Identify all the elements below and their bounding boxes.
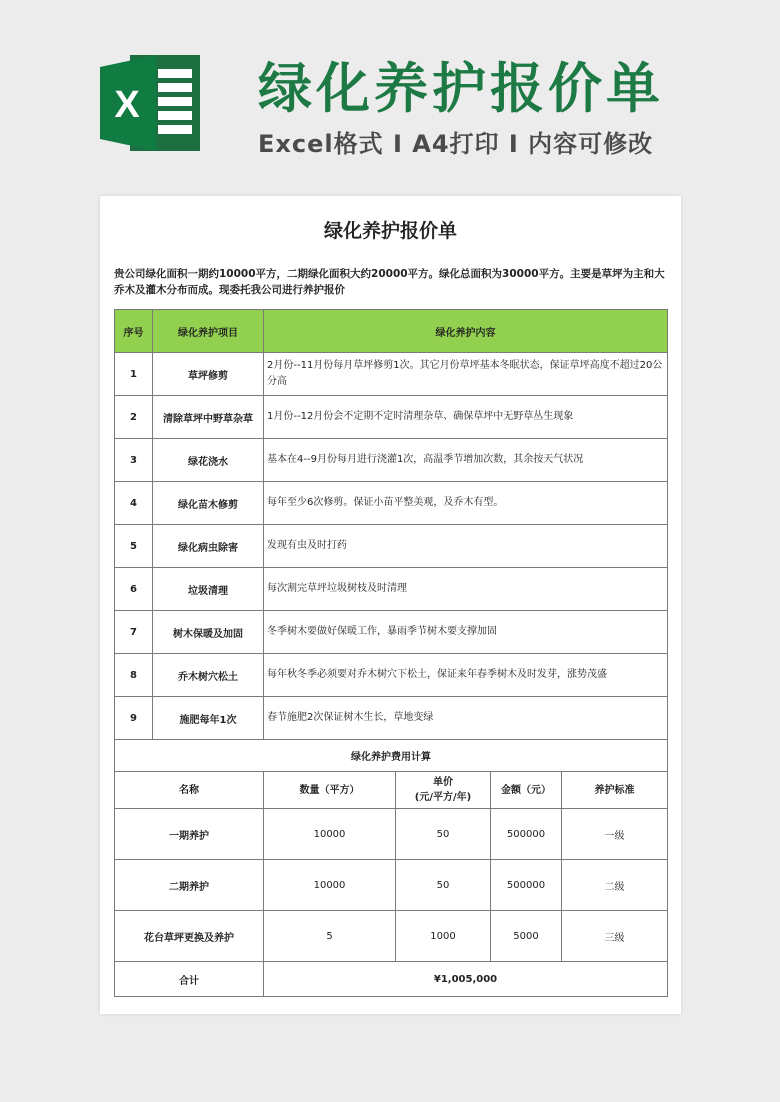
service-item: 绿化病虫除害 (153, 525, 264, 568)
fee-header-price-line2: (元/平方/年) (414, 792, 472, 803)
fee-quantity: 10000 (264, 809, 396, 860)
service-item: 垃圾清理 (153, 568, 264, 611)
service-content: 1月份--12月份会不定期不定时清理杂草、确保草坪中无野草丛生现象 (264, 396, 668, 439)
service-row (115, 482, 668, 525)
fee-amount: 500000 (491, 860, 562, 911)
fee-standard: 一级 (562, 809, 668, 860)
fee-header-name: 名称 (115, 772, 264, 809)
service-item: 草坪修剪 (153, 353, 264, 396)
service-no: 2 (115, 396, 153, 439)
header-item: 绿化养护项目 (153, 310, 264, 353)
service-content: 基本在4--9月份每月进行浇灌1次，高温季节增加次数，其余按天气状况 (264, 439, 668, 482)
service-item: 施肥每年1次 (153, 697, 264, 740)
service-item: 绿化苗木修剪 (153, 482, 264, 525)
fee-header-price-line1: 单价 (433, 777, 453, 788)
service-row (115, 396, 668, 439)
fee-name: 花台草坪更换及养护 (115, 911, 264, 962)
service-item: 清除草坪中野草杂草 (153, 396, 264, 439)
banner-subtitle: Excel格式 I A4打印 I 内容可修改 (258, 130, 654, 158)
fee-amount: 500000 (491, 809, 562, 860)
fee-section-title: 绿化养护费用计算 (115, 740, 668, 772)
service-no: 6 (115, 568, 153, 611)
fee-header-quantity: 数量（平方） (264, 772, 396, 809)
service-row (115, 611, 668, 654)
fee-header-price (396, 772, 491, 809)
service-content: 发现有虫及时打药 (264, 525, 668, 568)
total-value: ¥1,005,000 (264, 962, 668, 997)
document-title: 绿化养护报价单 (323, 220, 457, 242)
service-content: 每年秋冬季必须要对乔木树穴下松土，保证来年春季树木及时发芽，涨势茂盛 (264, 654, 668, 697)
service-row (115, 697, 668, 740)
banner (0, 0, 780, 190)
intro-paragraph: 贵公司绿化面积一期约10000平方，二期绿化面积大约20000平方。绿化总面积为30000平方。主要是草坪为主和大乔木及灌木分布而成。现委托我公司进行养护报价 (114, 268, 665, 296)
total-row (115, 962, 668, 997)
service-no: 4 (115, 482, 153, 525)
fee-header-standard: 养护标准 (562, 772, 668, 809)
fee-quantity: 10000 (264, 860, 396, 911)
fee-price: 50 (396, 860, 491, 911)
fee-section-title-row (115, 740, 668, 772)
fee-name: 二期养护 (115, 860, 264, 911)
fee-row (115, 911, 668, 962)
fee-header-amount: 金额（元） (491, 772, 562, 809)
header-content: 绿化养护内容 (264, 310, 668, 353)
fee-quantity: 5 (264, 911, 396, 962)
service-row (115, 525, 668, 568)
service-content: 2月份--11月份每月草坪修剪1次。其它月份草坪基本冬眠状态，保证草坪高度不超过20公分高 (264, 353, 668, 396)
fee-standard: 三级 (562, 911, 668, 962)
fee-standard: 二级 (562, 860, 668, 911)
banner-title: 绿化养护报价单 (258, 57, 664, 120)
fee-row (115, 809, 668, 860)
service-no: 5 (115, 525, 153, 568)
service-header-row (115, 310, 668, 353)
service-row (115, 654, 668, 697)
excel-logo-letter: X (114, 84, 140, 126)
service-no: 8 (115, 654, 153, 697)
service-content: 春节施肥2次保证树木生长，草地变绿 (264, 697, 668, 740)
fee-amount: 5000 (491, 911, 562, 962)
service-no: 1 (115, 353, 153, 396)
service-item: 树木保暖及加固 (153, 611, 264, 654)
fee-header-row (115, 772, 668, 809)
service-content: 冬季树木要做好保暖工作，暴雨季节树木要支撑加固 (264, 611, 668, 654)
service-content: 每年至少6次修剪。保证小苗平整美观，及乔木有型。 (264, 482, 668, 525)
fee-price: 1000 (396, 911, 491, 962)
service-no: 7 (115, 611, 153, 654)
service-row (115, 568, 668, 611)
fee-name: 一期养护 (115, 809, 264, 860)
service-item: 绿花浇水 (153, 439, 264, 482)
quote-table (114, 309, 668, 997)
header-no: 序号 (115, 310, 153, 353)
excel-logo-icon (100, 55, 200, 151)
service-row (115, 353, 668, 396)
fee-row (115, 860, 668, 911)
service-item: 乔木树穴松土 (153, 654, 264, 697)
fee-price: 50 (396, 809, 491, 860)
service-content: 每次割完草坪垃圾树枝及时清理 (264, 568, 668, 611)
total-label: 合计 (115, 962, 264, 997)
document-page (100, 196, 681, 1014)
service-row (115, 439, 668, 482)
service-no: 3 (115, 439, 153, 482)
service-no: 9 (115, 697, 153, 740)
